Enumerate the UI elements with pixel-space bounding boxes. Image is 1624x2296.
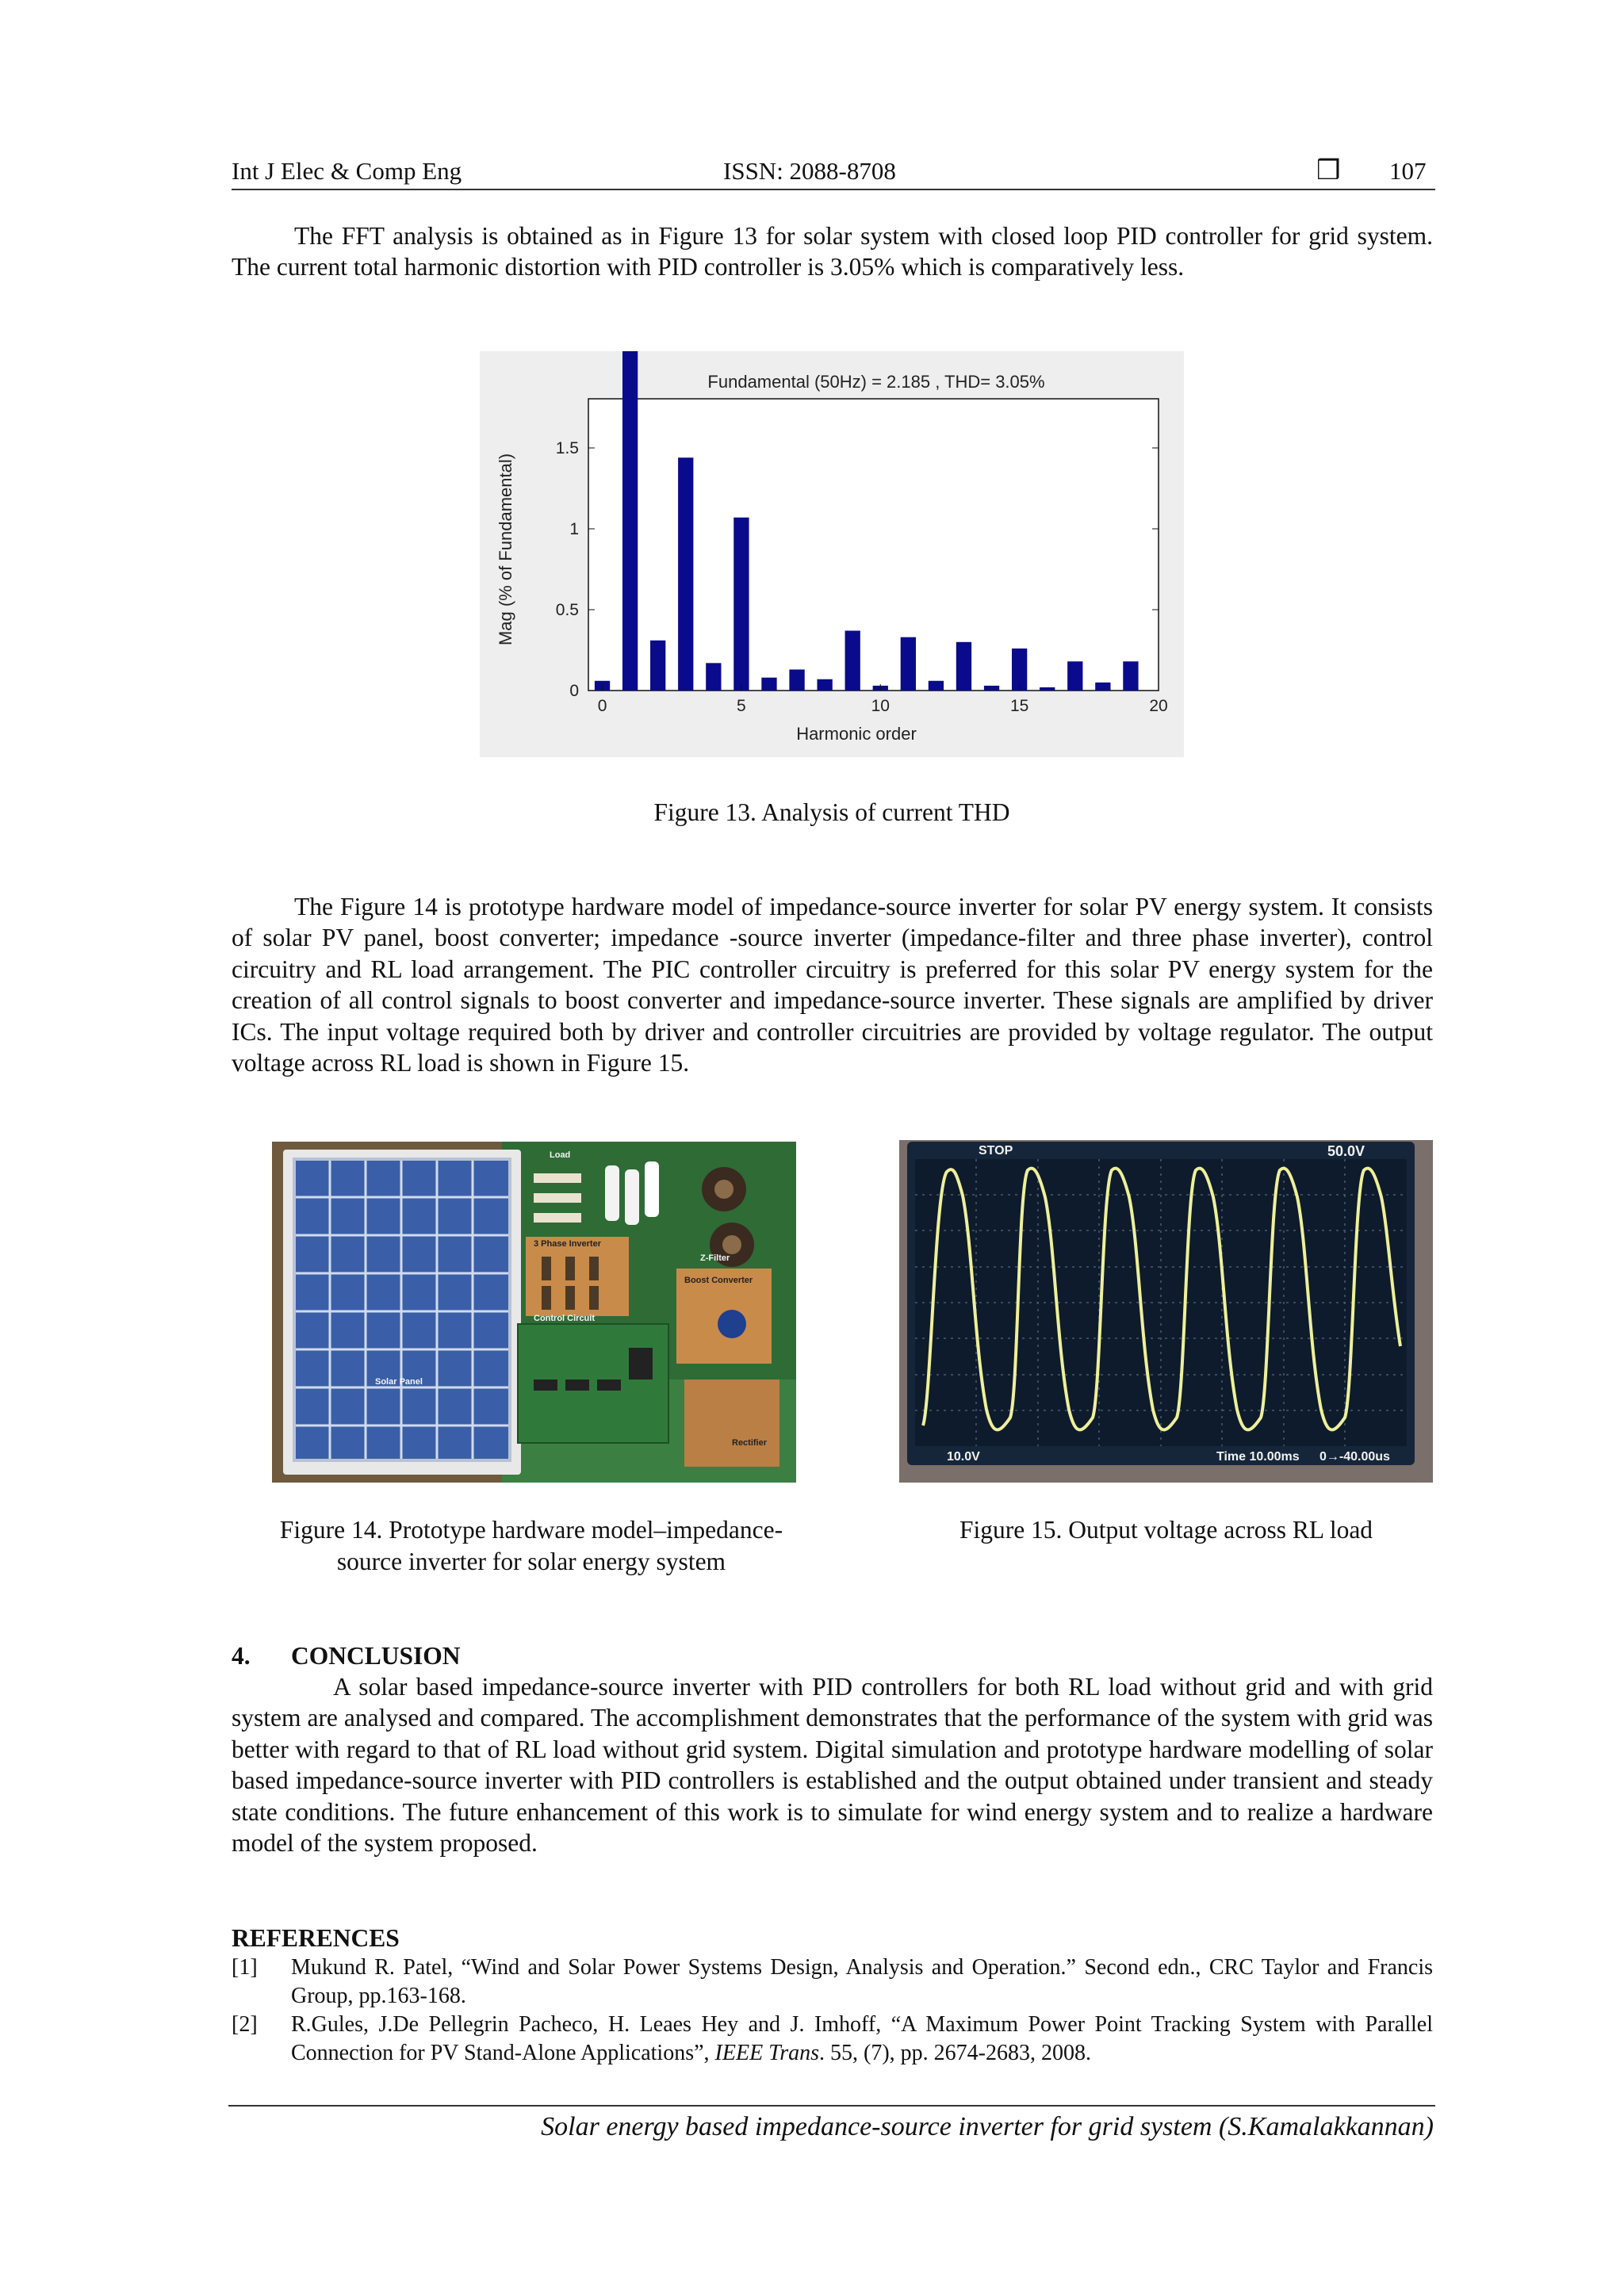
reference-1-text: Mukund R. Patel, “Wind and Solar Power Systems Design, Analysis and Operation.” Second edn., CRC Taylor and Francis Group, pp.163-168. — [291, 1955, 1433, 2008]
x-tick-label: 15 — [1009, 697, 1029, 715]
reference-2-text: R.Gules, J.De Pellegrin Pacheco, H. Leaes Hey and J. Imhoff, “A Maximum Power Point Tracking System with Parallel Connection for PV Stand-Alone Applications”, IEEE Trans. 55, (7), pp. 2674-2683, 2008. — [291, 2012, 1433, 2065]
label-boost-converter: Boost Converter — [684, 1276, 753, 1285]
label-control-circuit: Control Circuit — [534, 1314, 595, 1323]
bar-harmonic-12 — [929, 681, 944, 691]
paragraph-prototype: The Figure 14 is prototype hardware model of impedance-source inverter for solar PV energy system. It consists of solar PV panel, boost converter; impedance -source inverter (impedance-filter and three phase inverter), control circuitry and RL load arrangement. The PIC controller circuitry is preferred for this solar PV energy system for the creation of all control signals to boost converter and impedance-source inverter. These signals are amplified by driver ICs. The input voltage required both by driver and controller circuitries are provided by voltage regulator. The output voltage across RL load is shown in Figure 15. — [232, 893, 1433, 1077]
inverter-board — [526, 1237, 629, 1316]
chart-xlabel: Harmonic order — [796, 724, 917, 744]
conclusion-text: A solar based impedance-source inverter with PID controllers for both RL load without grid and with grid system are analysed and compared. The accomplishment demonstrates that the performance of the system with grid was better with regard to that of RL load without grid system. Digital simulation and prototype hardware modelling of solar based impedance-source inverter with PID controllers is established and the output obtained under transient and steady state conditions. The future enhancement of this work is to simulate for wind energy system and to realize a hardware model of the system proposed. — [232, 1673, 1433, 1858]
box-icon: ❒ — [1316, 156, 1341, 186]
figure-13-chart — [480, 351, 1184, 757]
references-title: REFERENCES — [232, 1924, 400, 1952]
scope-status: STOP — [979, 1144, 1013, 1158]
bar-harmonic-13 — [956, 642, 971, 691]
bar-harmonic-2 — [650, 641, 665, 691]
scope-voltage: 50.0V — [1327, 1143, 1365, 1159]
label-solar-panel: Solar Panel — [375, 1377, 423, 1387]
y-tick-label: 1.5 — [555, 439, 579, 457]
issn: ISSN: 2088-8708 — [723, 157, 896, 185]
x-tick-label: 10 — [871, 697, 890, 715]
plot-area — [588, 399, 1159, 691]
solar-panel-image — [283, 1150, 521, 1475]
y-tick-label: 0 — [569, 682, 579, 700]
section-number: 4. — [232, 1642, 251, 1670]
reference-2-journal: IEEE Trans — [714, 2041, 819, 2065]
bar-harmonic-19 — [1123, 661, 1138, 691]
bar-harmonic-3 — [678, 457, 693, 691]
label-rectifier: Rectifier — [732, 1438, 768, 1448]
bar-harmonic-1 — [622, 351, 638, 691]
figure-15-caption: Figure 15. Output voltage across RL load — [959, 1516, 1373, 1544]
reference-1-number: [1] — [232, 1955, 258, 1980]
scope-trigger: 0→-40.00us — [1320, 1450, 1390, 1464]
figure-14-photo — [272, 1142, 796, 1483]
scope-channel-scale: 10.0V — [947, 1450, 980, 1464]
bar-harmonic-8 — [817, 679, 832, 691]
figure-13-caption: Figure 13. Analysis of current THD — [653, 798, 1010, 826]
scope-timebase: Time 10.00ms — [1216, 1450, 1300, 1464]
header-rule — [232, 189, 1435, 190]
bar-harmonic-14 — [984, 686, 999, 691]
bar-harmonic-6 — [761, 678, 776, 691]
bar-harmonic-9 — [845, 631, 860, 691]
bar-harmonic-17 — [1067, 661, 1082, 691]
page-number: 107 — [1389, 157, 1427, 185]
paragraph-fft: The FFT analysis is obtained as in Figure 13 for solar system with closed loop PID controller for grid system. The current total harmonic distortion with PID controller is 3.05% which is comparatively less. — [232, 222, 1433, 281]
journal-name: Int J Elec & Comp Eng — [232, 157, 462, 185]
footer-rule — [228, 2105, 1435, 2107]
figure-15-photo — [899, 1140, 1433, 1483]
reference-2-number: [2] — [232, 2012, 258, 2037]
footer-title: Solar energy based impedance-source inverter for grid system (S.Kamalakkannan) — [541, 2112, 1434, 2141]
chart-ylabel: Mag (% of Fundamental) — [496, 453, 515, 646]
label-inverter: 3 Phase Inverter — [534, 1239, 601, 1249]
label-load: Load — [550, 1150, 571, 1160]
bar-harmonic-5 — [733, 518, 749, 691]
rectifier-board — [684, 1380, 779, 1467]
figure-14-caption: Figure 14. Prototype hardware model–impedance- source inverter for solar energy system — [279, 1516, 783, 1575]
section-title: CONCLUSION — [291, 1642, 461, 1670]
bar-harmonic-16 — [1040, 687, 1055, 691]
x-tick-label: 5 — [737, 697, 746, 715]
y-tick-label: 0.5 — [555, 601, 579, 619]
label-z-filter: Z-Filter — [700, 1253, 730, 1263]
bar-harmonic-7 — [789, 669, 804, 691]
x-tick-label: 0 — [597, 697, 607, 715]
bar-harmonic-18 — [1095, 683, 1110, 691]
y-tick-label: 1 — [569, 520, 579, 538]
bar-harmonic-4 — [706, 663, 721, 691]
chart-title: Fundamental (50Hz) = 2.185 , THD= 3.05% — [707, 372, 1045, 392]
bar-harmonic-11 — [901, 637, 916, 691]
x-tick-label: 20 — [1149, 697, 1168, 715]
